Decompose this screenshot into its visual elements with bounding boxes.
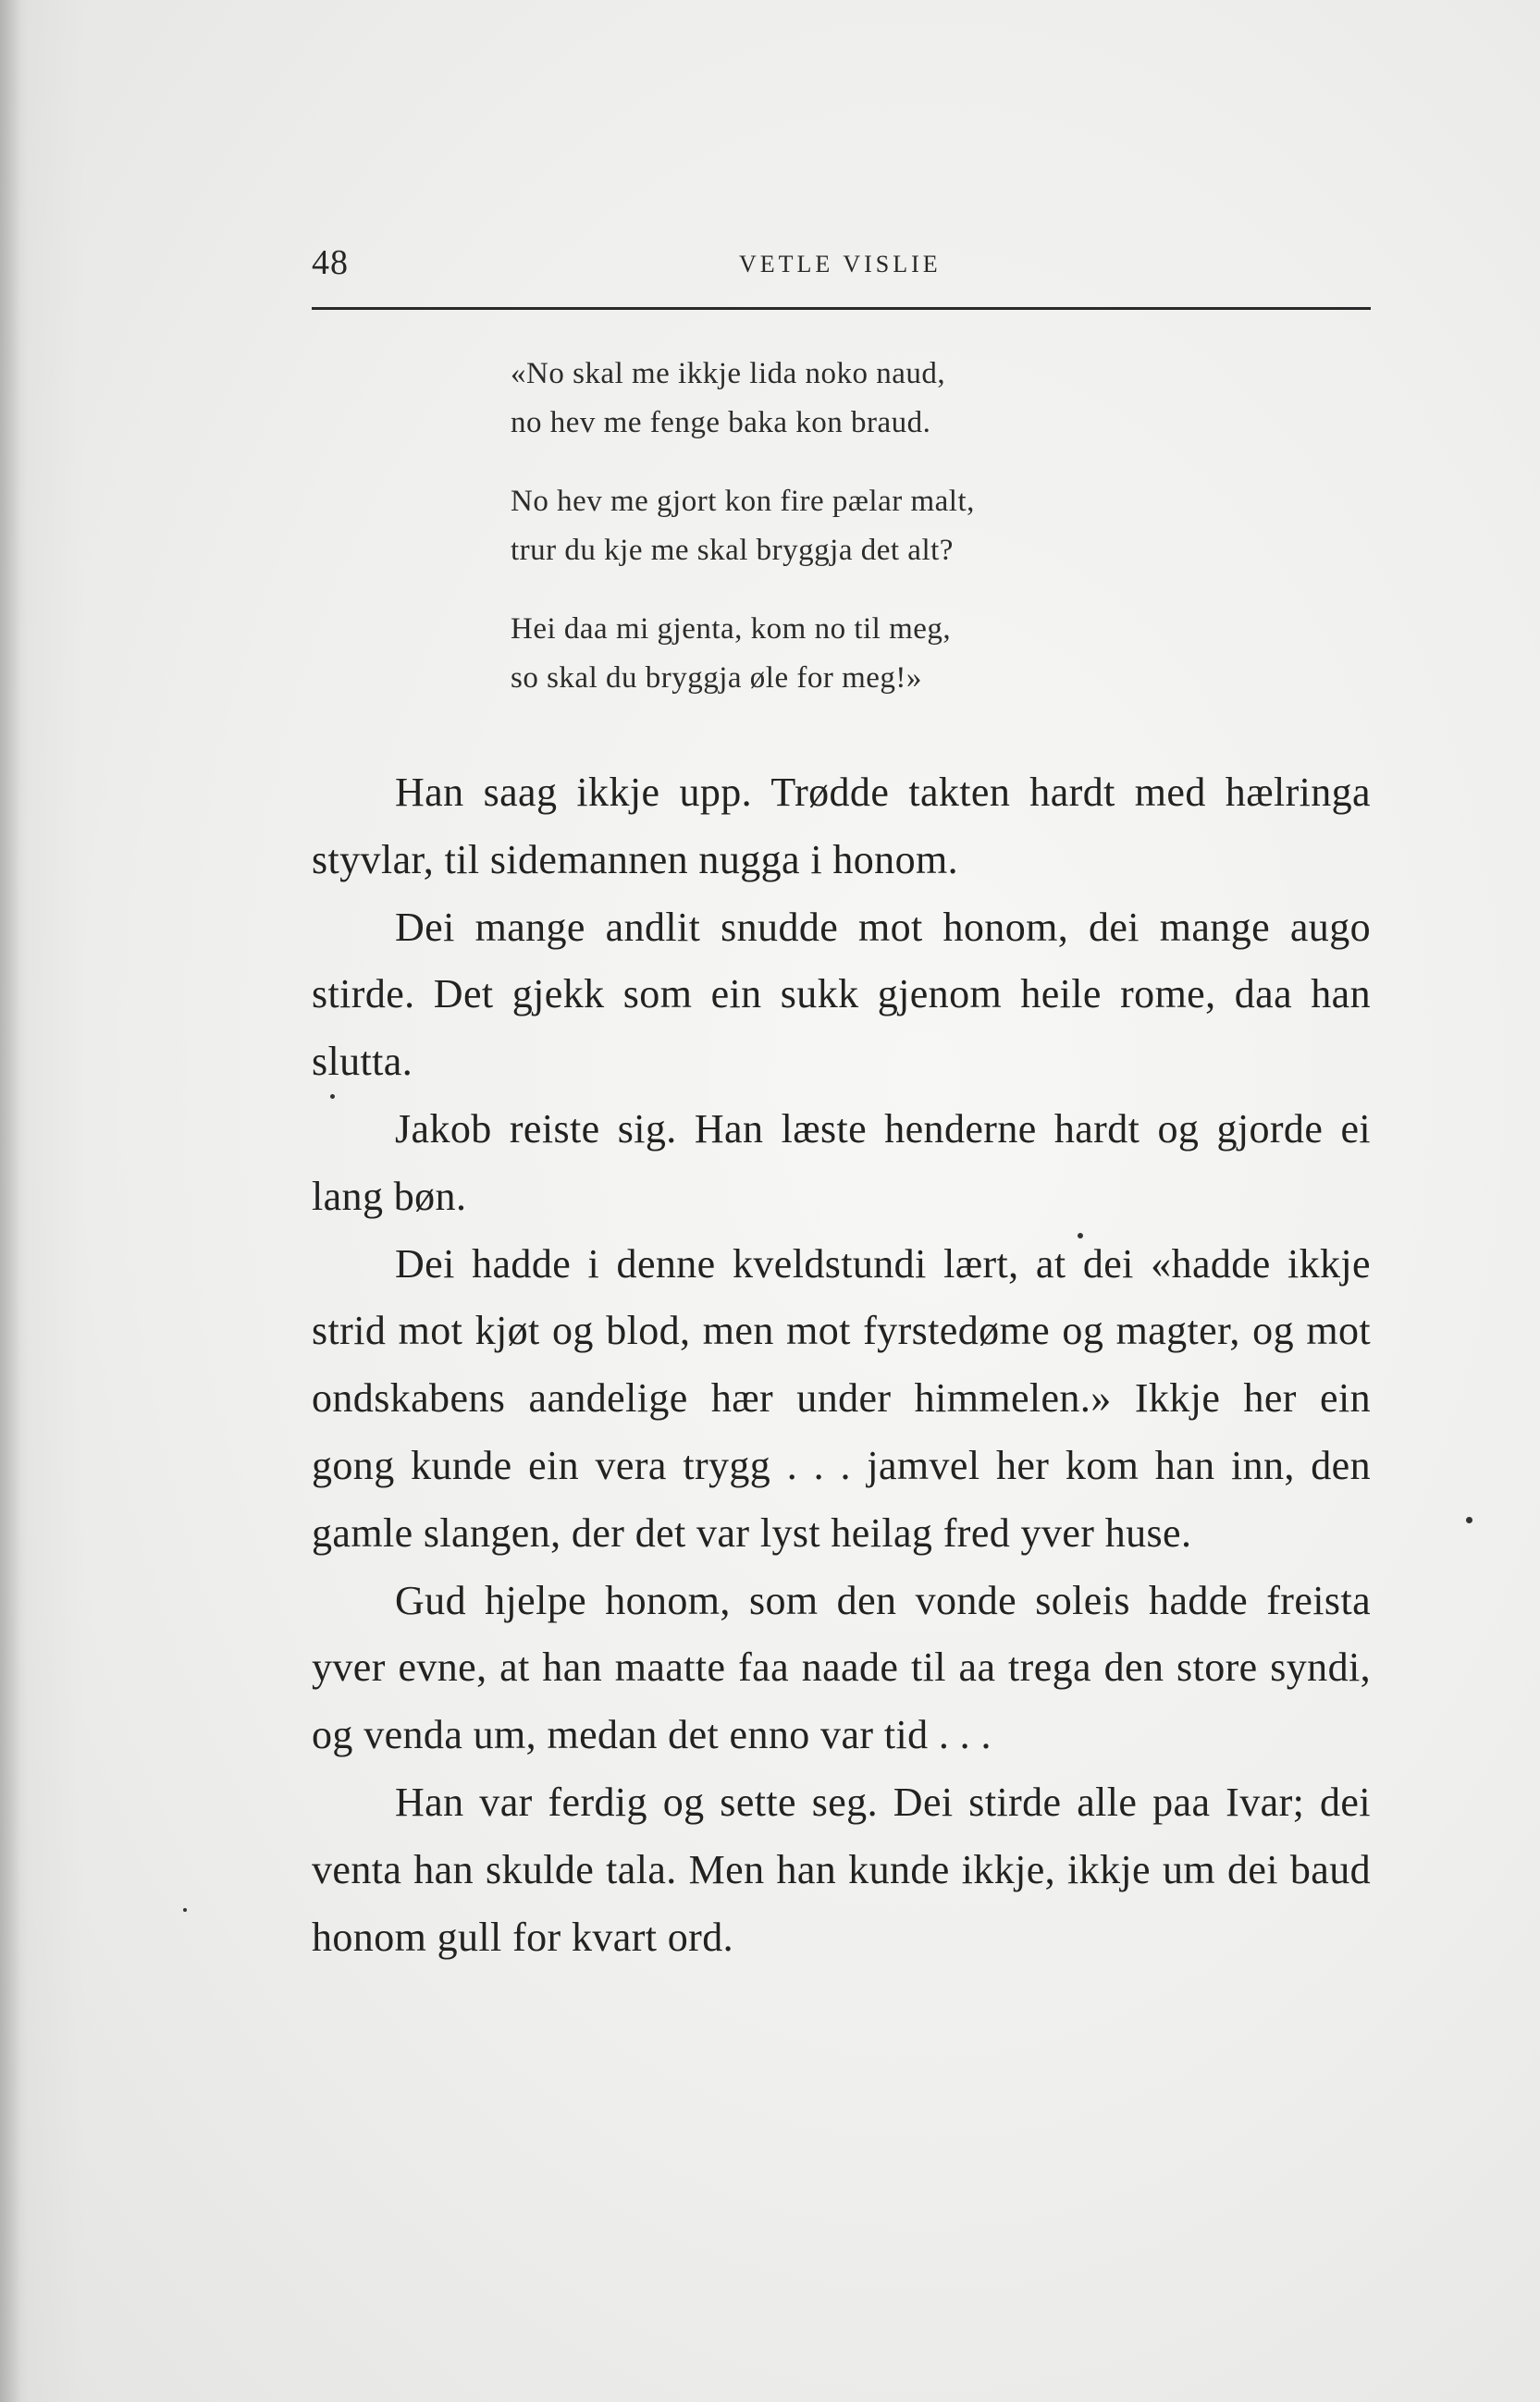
poem-stanza [511,605,1214,703]
header-rule [312,307,1371,310]
paragraph: Gud hjelpe honom, som den vonde soleis hadde freista yver evne, at han maatte faa naade til aa trega den store syndi, og venda um, medan det enno var tid . . . [312,1577,1371,1758]
paragraph: Dei hadde i denne kveldstundi lært, at dei «hadde ikkje strid mot kjøt og blod, men mot fyrstedøme og magter, og mot ondskabens aandelige hær under himmelen.» Ikkje her ein gong kunde ein vera trygg . . . jamvel her kom han inn, den gamle slangen, der det var lyst heilag fred yver huse. [312,1240,1371,1556]
verse-line: No hev me gjort kon fire pælar malt, [511,485,975,518]
print-speck [1078,1233,1083,1238]
page-header [312,236,1371,291]
paragraph: Dei mange andlit snudde mot honom, dei mange augo stirde. Det gjekk som ein sukk gjenom heile rome, daa han slutta. [312,904,1371,1085]
page-gutter-shadow [0,0,20,2402]
page-number: 48 [312,243,349,282]
verse-line: «No skal me ikkje lida noko naud, [511,357,946,390]
print-speck [330,1094,335,1099]
poem-stanza [511,477,1214,575]
running-title: VETLE VISLIE [739,251,942,277]
verse-line: no hev me fenge baka kon braud. [511,406,931,439]
paragraph: Han saag ikkje upp. Trødde takten hardt med hælringa styvlar, til sidemannen nugga i honom. [312,770,1371,882]
verse-line: so skal du bryggja øle for meg!» [511,661,922,695]
verse-line: trur du kje me skal bryggja det alt? [511,534,954,567]
poem-stanza [511,350,1214,448]
print-speck [183,1908,187,1912]
paragraph: Han var ferdig og sette seg. Dei stirde alle paa Ivar; dei venta han skulde tala. Men han kunde ikkje, ikkje um dei baud honom gull for kvart ord. [312,1779,1371,1960]
verse-line: Hei daa mi gjenta, kom no til meg, [511,612,952,646]
poem-block [511,350,1214,733]
prose-body [312,759,1371,1971]
print-speck [1466,1517,1472,1523]
paragraph: Jakob reiste sig. Han læste henderne hardt og gjorde ei lang bøn. [312,1105,1371,1219]
